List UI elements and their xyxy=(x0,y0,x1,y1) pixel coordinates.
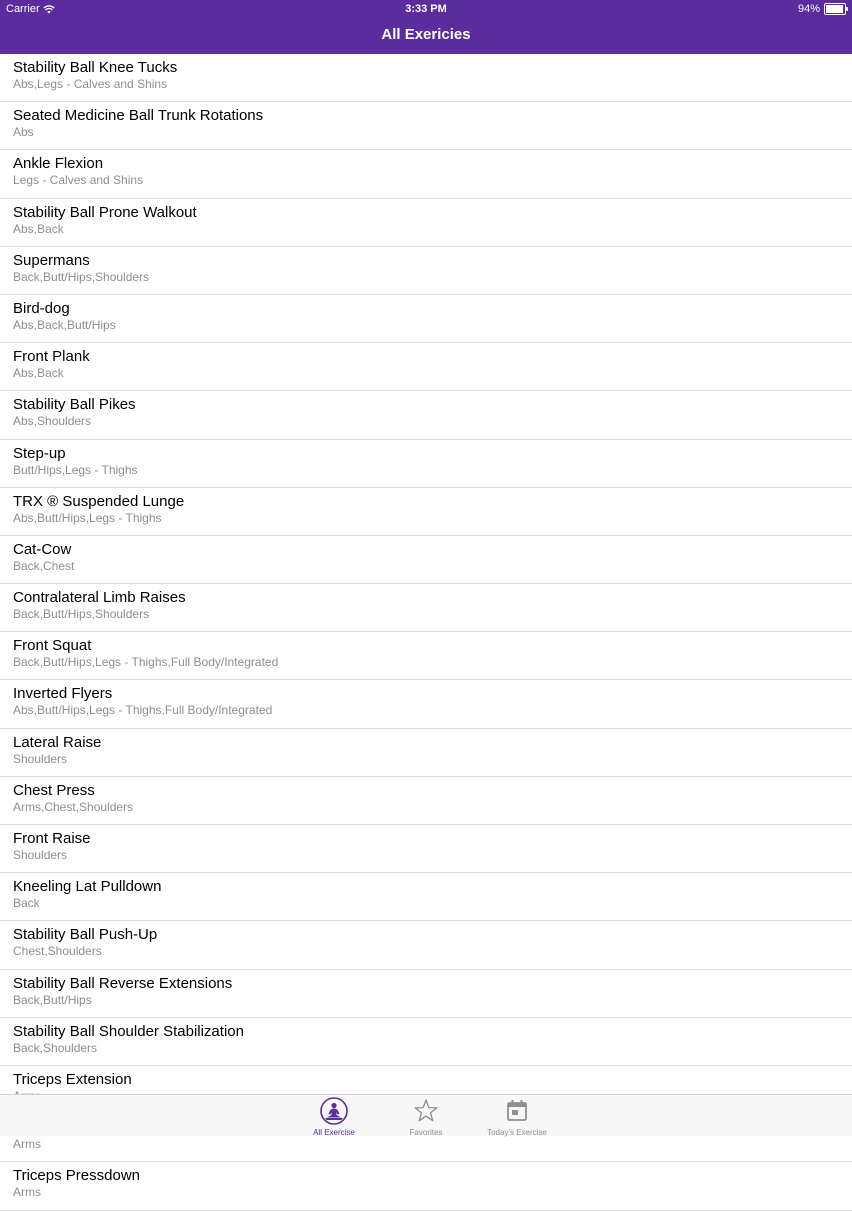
list-item[interactable] xyxy=(0,825,852,873)
exercise-muscles: Abs,Butt/Hips,Legs - Thighs xyxy=(13,510,162,525)
list-item[interactable] xyxy=(0,150,852,198)
battery-fill xyxy=(826,5,843,13)
exercise-name: Stability Ball Prone Walkout xyxy=(13,203,197,221)
battery-percent: 94% xyxy=(797,3,820,15)
exercise-name: TRX ® Suspended Lunge xyxy=(13,492,185,510)
exercise-muscles: Back,Butt/Hips,Shoulders xyxy=(13,269,150,284)
star-icon xyxy=(412,1097,440,1125)
status-time: 3:33 PM xyxy=(405,3,447,15)
list-item[interactable] xyxy=(0,54,852,102)
carrier-label: Carrier xyxy=(6,3,40,15)
exercise-name: Step-up xyxy=(13,444,66,462)
status-bar xyxy=(0,0,852,18)
exercise-name: Front Raise xyxy=(13,830,91,847)
tab-bar xyxy=(0,1094,852,1136)
list-item[interactable] xyxy=(0,584,852,632)
list-item[interactable] xyxy=(0,970,852,1018)
tab-all-exercise[interactable] xyxy=(289,1095,379,1137)
page-title: All Exericies xyxy=(381,26,471,43)
exercise-muscles: Butt/Hips,Legs - Thighs xyxy=(13,462,138,477)
exercise-muscles: Chest,Shoulders xyxy=(13,944,102,959)
exercise-name: Cat-Cow xyxy=(13,540,72,558)
battery-icon xyxy=(824,3,846,15)
exercise-name: Stability Ball Shoulder Stabilization xyxy=(13,1022,244,1040)
exercise-muscles: Abs,Back xyxy=(13,221,64,236)
list-item[interactable] xyxy=(0,729,852,777)
exercise-name: Stability Ball Knee Tucks xyxy=(13,59,178,76)
exercise-muscles: Shoulders xyxy=(13,751,68,766)
exercise-muscles: Back,Chest xyxy=(13,558,75,573)
exercise-name: Front Squat xyxy=(13,637,92,655)
tab-label: Favorites xyxy=(409,1128,443,1137)
battery-status xyxy=(798,3,846,15)
list-item[interactable] xyxy=(0,102,852,150)
exercise-name: Contralateral Limb Raises xyxy=(13,589,186,607)
list-item[interactable] xyxy=(0,921,852,969)
exercise-muscles: Abs,Back,Butt/Hips xyxy=(13,317,116,332)
exercise-name: Lateral Raise xyxy=(13,733,102,751)
exercise-name: Chest Press xyxy=(13,781,95,799)
exercise-muscles: Abs,Back xyxy=(13,366,64,381)
exercise-name: Seated Medicine Ball Trunk Rotations xyxy=(13,107,264,125)
list-item[interactable] xyxy=(0,488,852,536)
list-item[interactable] xyxy=(0,295,852,343)
calendar-icon xyxy=(503,1097,531,1125)
exercise-muscles: Back,Butt/Hips,Legs - Thighs,Full Body/Integrated xyxy=(13,655,279,670)
meditation-icon xyxy=(320,1097,348,1125)
exercise-name: Kneeling Lat Pulldown xyxy=(13,878,162,896)
exercise-name: Stability Ball Pikes xyxy=(13,396,136,414)
exercise-muscles: Abs,Butt/Hips,Legs - Thighs,Full Body/Integrated xyxy=(13,703,273,718)
list-item[interactable] xyxy=(0,1162,852,1210)
exercise-name: Stability Ball Reverse Extensions xyxy=(13,974,233,992)
app-header xyxy=(0,0,852,54)
exercise-name: Ankle Flexion xyxy=(13,155,104,173)
exercise-name: Triceps Extension xyxy=(13,1070,132,1088)
exercise-muscles: Back,Shoulders xyxy=(13,1040,98,1055)
list-item[interactable] xyxy=(0,680,852,728)
list-item[interactable] xyxy=(0,391,852,439)
list-item[interactable] xyxy=(0,777,852,825)
exercise-name: Front Plank xyxy=(13,348,90,366)
exercise-muscles: Arms,Chest,Shoulders xyxy=(13,799,134,814)
list-item[interactable] xyxy=(0,247,852,295)
list-item[interactable] xyxy=(0,1018,852,1066)
exercise-muscles: Abs xyxy=(13,125,34,140)
tab-todays-exercise[interactable] xyxy=(472,1095,562,1137)
exercise-name: Triceps Pressdown xyxy=(13,1167,140,1185)
exercise-name: Inverted Flyers xyxy=(13,685,113,703)
exercise-muscles: Back,Butt/Hips xyxy=(13,992,92,1007)
tab-favorites[interactable] xyxy=(381,1095,471,1137)
list-item[interactable] xyxy=(0,343,852,391)
exercise-muscles: Arms xyxy=(13,1137,41,1152)
exercise-muscles: Abs,Legs - Calves and Shins xyxy=(13,77,168,91)
list-item[interactable] xyxy=(0,199,852,247)
exercise-name: Supermans xyxy=(13,251,90,269)
exercise-name: Bird-dog xyxy=(13,299,70,317)
exercise-muscles: Legs - Calves and Shins xyxy=(13,173,144,188)
exercise-muscles: Back xyxy=(13,896,40,911)
tab-label: Today's Exercise xyxy=(487,1128,547,1137)
list-item[interactable] xyxy=(0,873,852,921)
list-item[interactable] xyxy=(0,632,852,680)
exercise-muscles: Shoulders xyxy=(13,848,68,862)
list-item[interactable] xyxy=(0,440,852,488)
list-item[interactable] xyxy=(0,536,852,584)
tab-label: All Exercise xyxy=(313,1128,355,1137)
exercise-name: Stability Ball Push-Up xyxy=(13,926,158,944)
exercise-muscles: Arms xyxy=(13,1185,41,1200)
exercise-muscles: Abs,Shoulders xyxy=(13,414,92,429)
exercise-muscles: Back,Butt/Hips,Shoulders xyxy=(13,607,150,622)
